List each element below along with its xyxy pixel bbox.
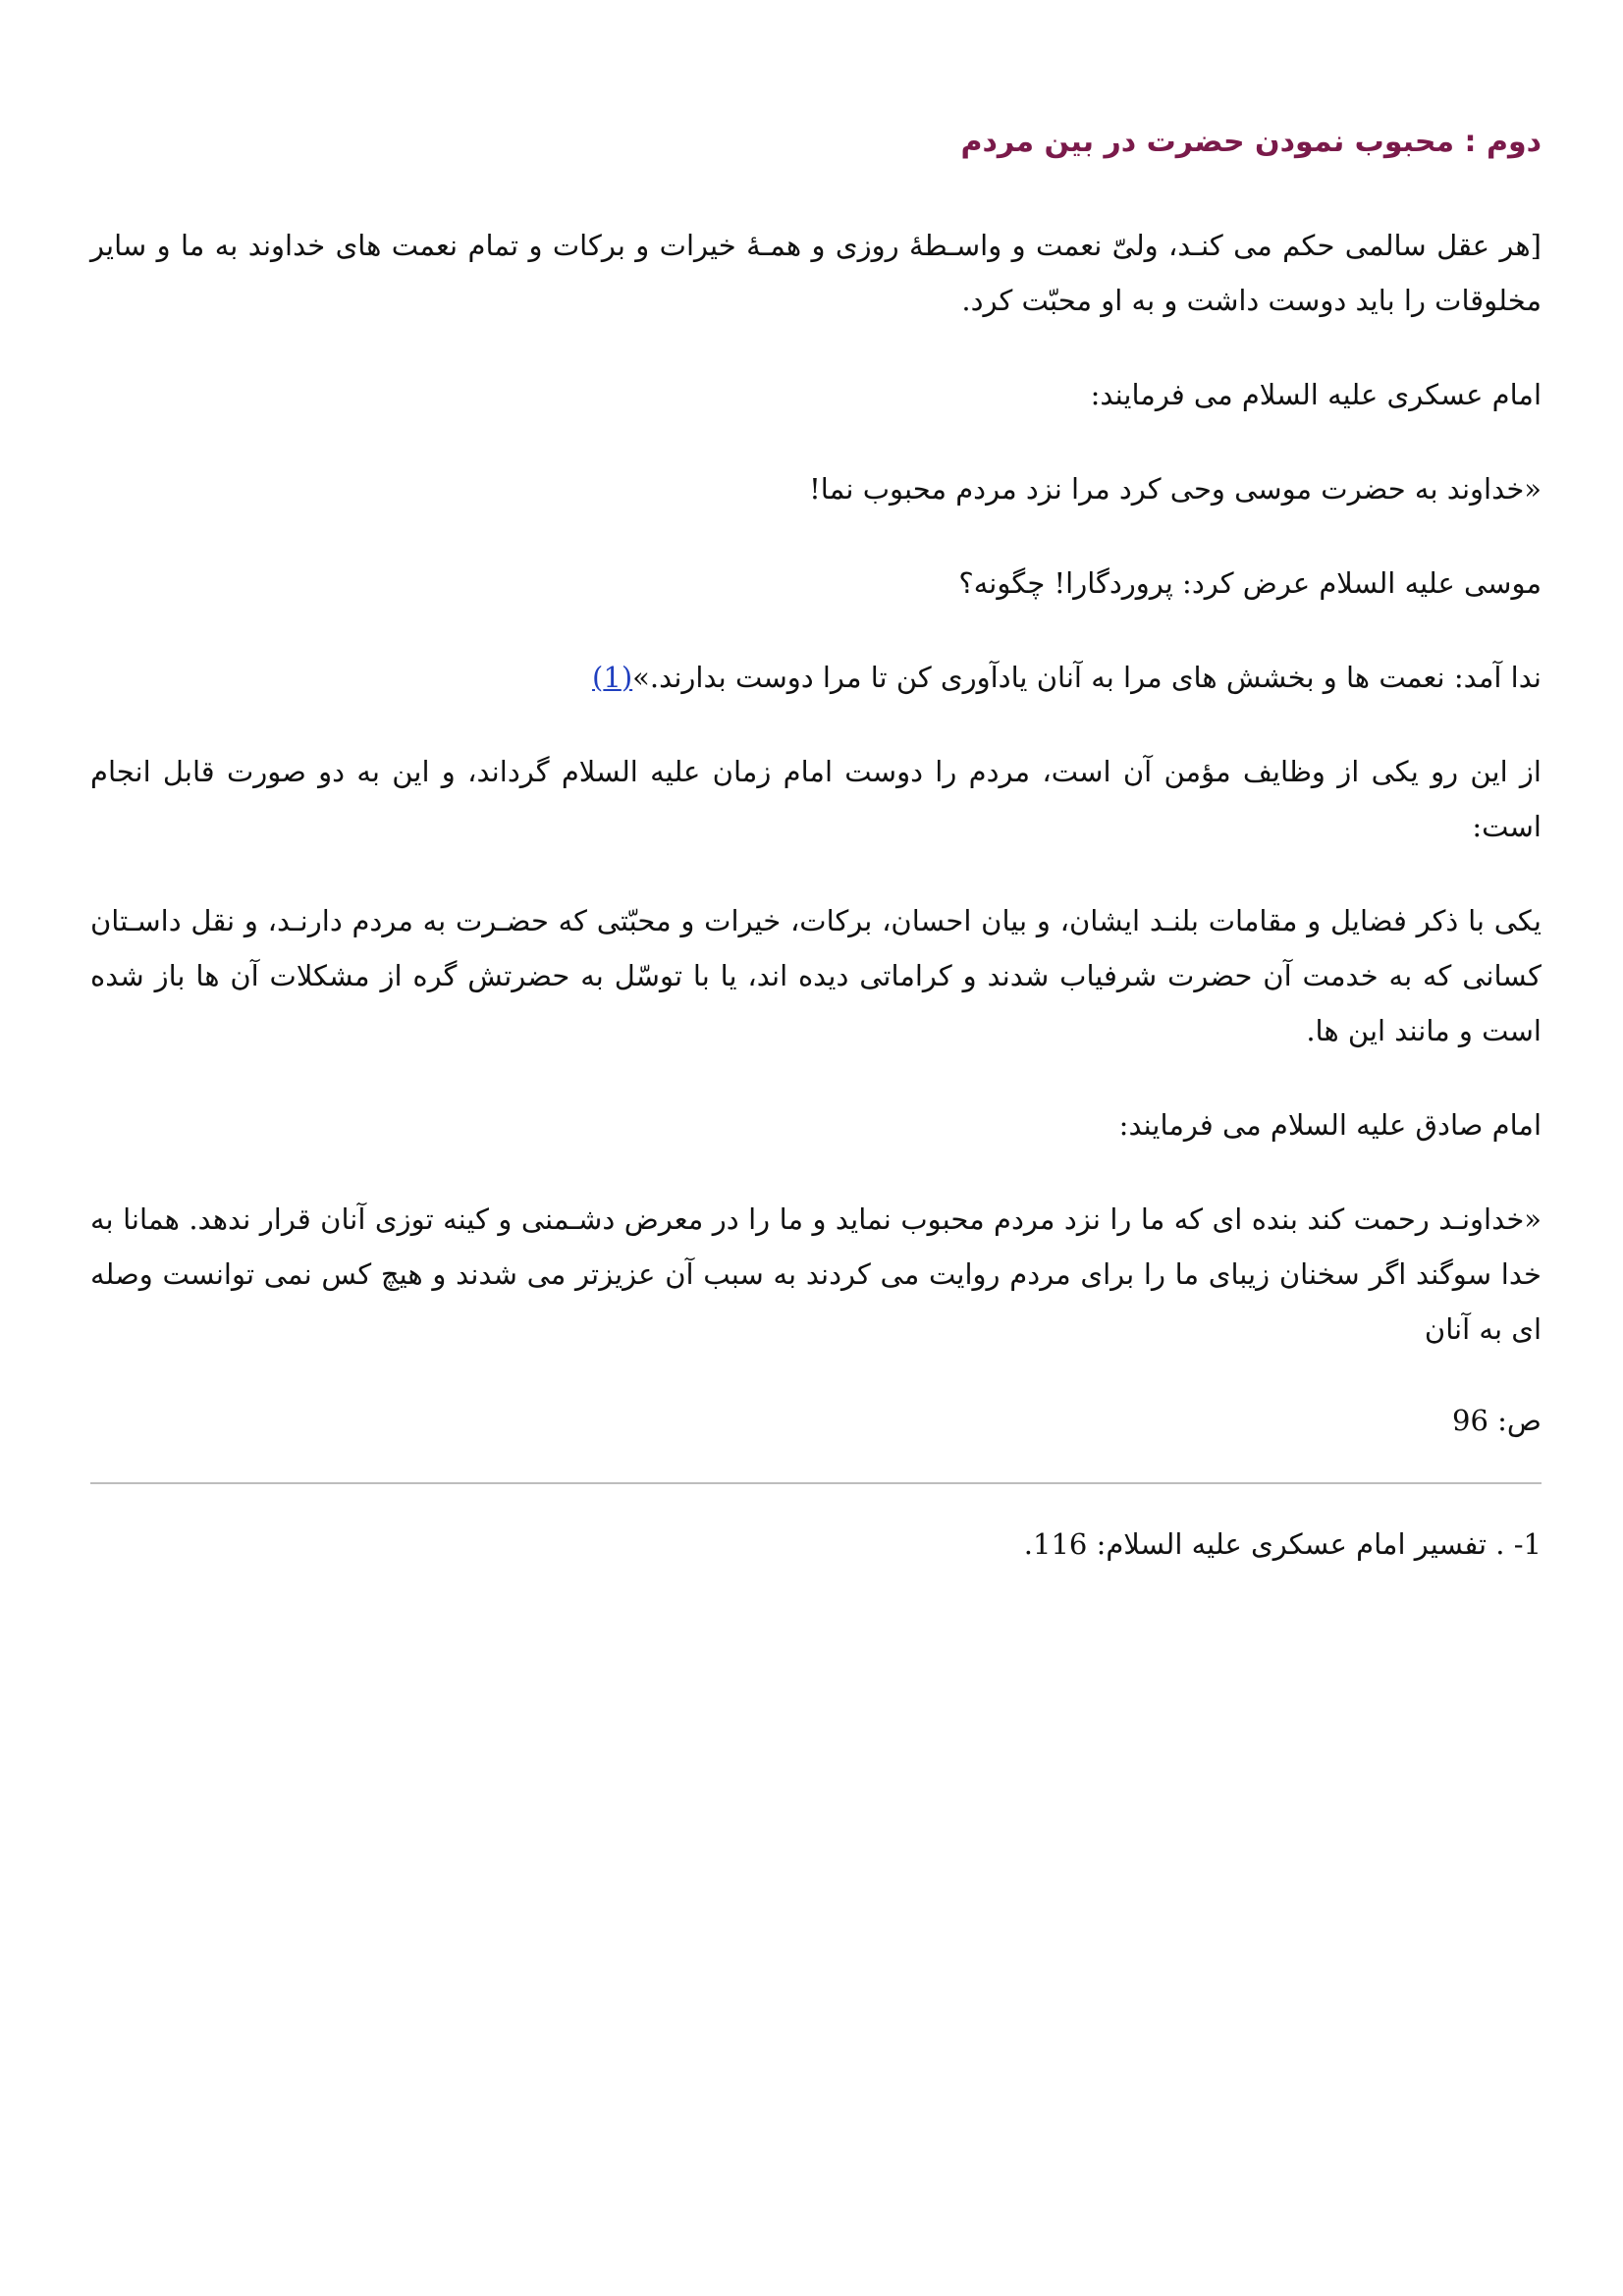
paragraph-sadiq-quote: «خداونـد رحمت کند بنده ای که ما را نزد مردم محبوب نماید و ما را در معرض دشـمنی و کینه توزی آنان قرار ندهد. همانا به خدا سوگند اگر سخنان زیبای ما را برای مردم روایت می کردند به سبب آن عزیزتر می شدند و هیچ کس نمی توانست وصله ای به آنان — [90, 1202, 1542, 1346]
paragraph-askari-says: امام عسکری علیه السلام می فرمایند: — [1090, 378, 1542, 411]
footnote-divider — [90, 1482, 1542, 1484]
footnote: 1- . تفسیر امام عسکری علیه السلام: 116. — [1023, 1527, 1542, 1561]
page-number: ص: 96 — [1452, 1404, 1542, 1437]
paragraph-duty: از این رو یکی از وظایف مؤمن آن است، مردم را دوست امام زمان علیه السلام گرداند، و این به دو صورت قابل انجام است: — [90, 755, 1542, 843]
section-heading: دوم : محبوب نمودن حضرت در بین مردم — [960, 125, 1542, 159]
footnote-reference-link[interactable]: (1) — [592, 661, 633, 694]
paragraph-sadiq-says: امام صادق علیه السلام می فرمایند: — [1118, 1108, 1542, 1142]
paragraph-quote-end — [90, 650, 1542, 705]
paragraph-musa-asks: موسی علیه السلام عرض کرد: پروردگارا! چگونه؟ — [958, 566, 1542, 600]
paragraph-first-way: یکی با ذکر فضایل و مقامات بلنـد ایشان، و بیان احسان، برکات، خیرات و محبّتی که حضـرت به مردم دارنـد، و نقل داسـتان کسانی که به خدمت آن حضرت شرفیاب شدند و کراماتی دیده اند، یا با توسّل به حضرتش گره از مشکلات آن ها باز شده است و مانند این ها. — [90, 904, 1542, 1047]
paragraph-intro: [هر عقل سالمی حکم می کنـد، ولیّ نعمت و واسـطهٔ روزی و همـهٔ خیرات و برکات و تمام نعمت های خداوند به ما و سایر مخلوقات را باید دوست داشت و به او محبّت کرد. — [90, 229, 1542, 317]
document-page — [90, 118, 1542, 1569]
paragraph-quote-start: «خداوند به حضرت موسی وحی کرد مرا نزد مردم محبوب نما! — [809, 472, 1542, 506]
quote-end-text: ندا آمد: نعمت ها و بخشش های مرا به آنان یادآوری کن تا مرا دوست بدارند.» — [632, 661, 1542, 694]
